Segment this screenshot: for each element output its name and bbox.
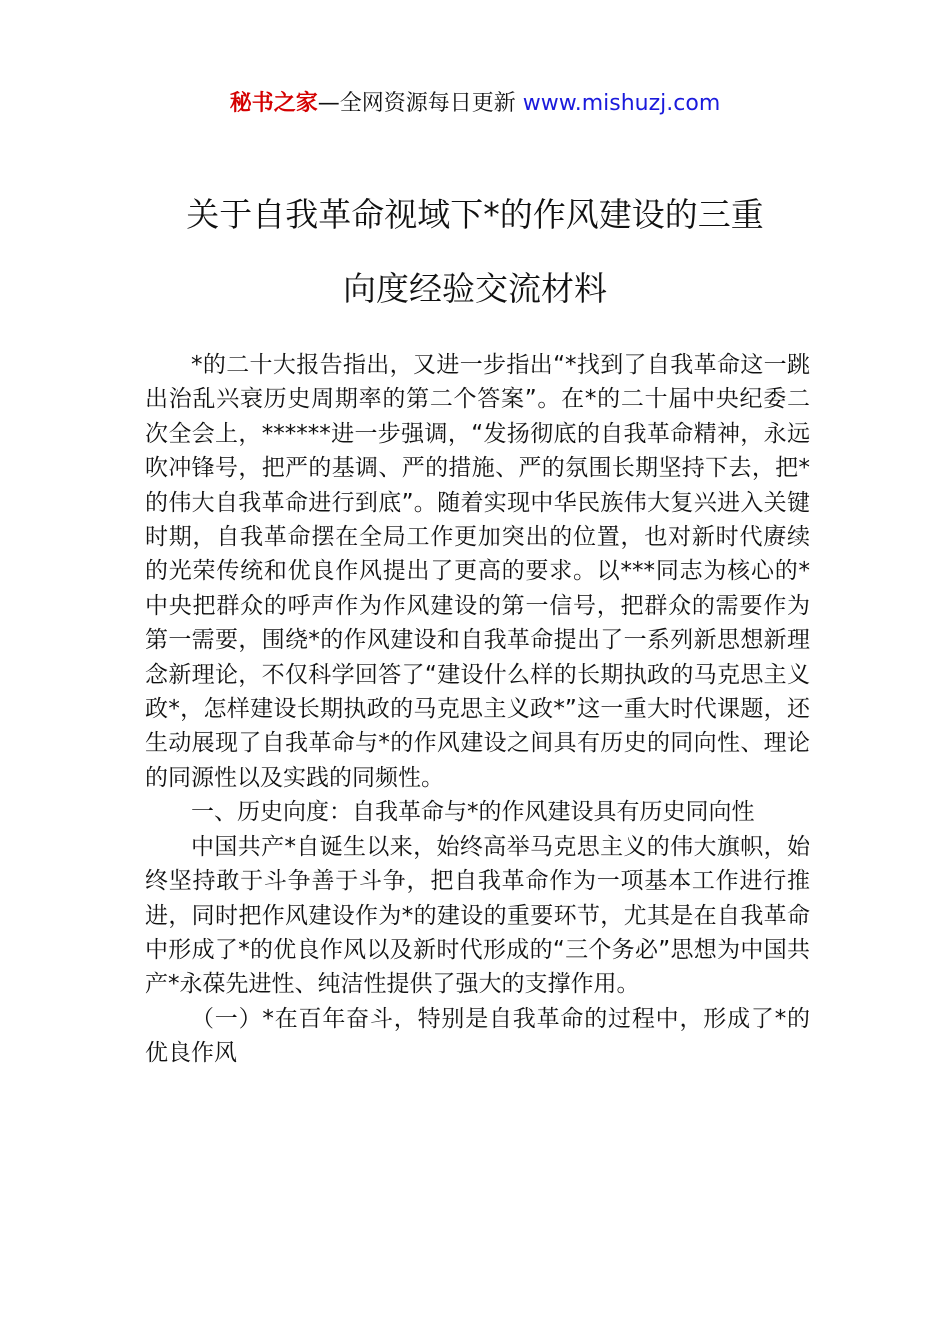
subsection-heading-1: （一）*在百年奋斗，特别是自我革命的过程中，形成了*的优良作风 [145, 1005, 810, 1067]
site-url-link[interactable]: www.mishuzj.com [522, 91, 721, 116]
document-body [145, 348, 810, 1071]
title-line-1: 关于自我革命视域下*的作风建设的三重 [186, 195, 764, 234]
document-title [100, 178, 850, 326]
brand-name: 秘书之家 [229, 91, 318, 116]
site-header [0, 86, 950, 122]
section-paragraph-1: 中国共产*自诞生以来，始终高举马克思主义的伟大旗帜，始终坚持敢于斗争善于斗争，把自我革命作为一项基本工作进行推进，同时把作风建设作为*的建设的重要环节，尤其是在自我革命中形成了*的优良作风以及新时代形成的“三个务必”思想为中国共产*永葆先进性、纯洁性提供了强大的支撑作用。 [145, 833, 810, 998]
header-tagline: —全网资源每日更新 [317, 91, 516, 116]
section-heading-1: 一、历史向度：自我革命与*的作风建设具有历史同向性 [191, 799, 755, 826]
intro-paragraph: *的二十大报告指出，又进一步指出“*找到了自我革命这一跳出治乱兴衰历史周期率的第二个答案”。在*的二十届中央纪委二次全会上，******进一步强调，“发扬彻底的自我革命精神，永远吹冲锋号，把严的基调、严的措施、严的氛围长期坚持下去，把*的伟大自我革命进行到底”。随着实现中华民族伟大复兴进入关键时期，自我革命摆在全局工作更加突出的位置，也对新时代赓续的光荣传统和优良作风提出了更高的要求。以***同志为核心的*中央把群众的呼声作为作风建设的第一信号，把群众的需要作为第一需要，围绕*的作风建设和自我革命提出了一系列新思想新理念新理论，不仅科学回答了“建设什么样的长期执政的马克思主义政*，怎样建设长期执政的马克思主义政*”这一重大时代课题，还生动展现了自我革命与*的作风建设之间具有历史的同向性、理论的同源性以及实践的同频性。 [145, 352, 810, 791]
title-line-2: 向度经验交流材料 [343, 269, 607, 308]
